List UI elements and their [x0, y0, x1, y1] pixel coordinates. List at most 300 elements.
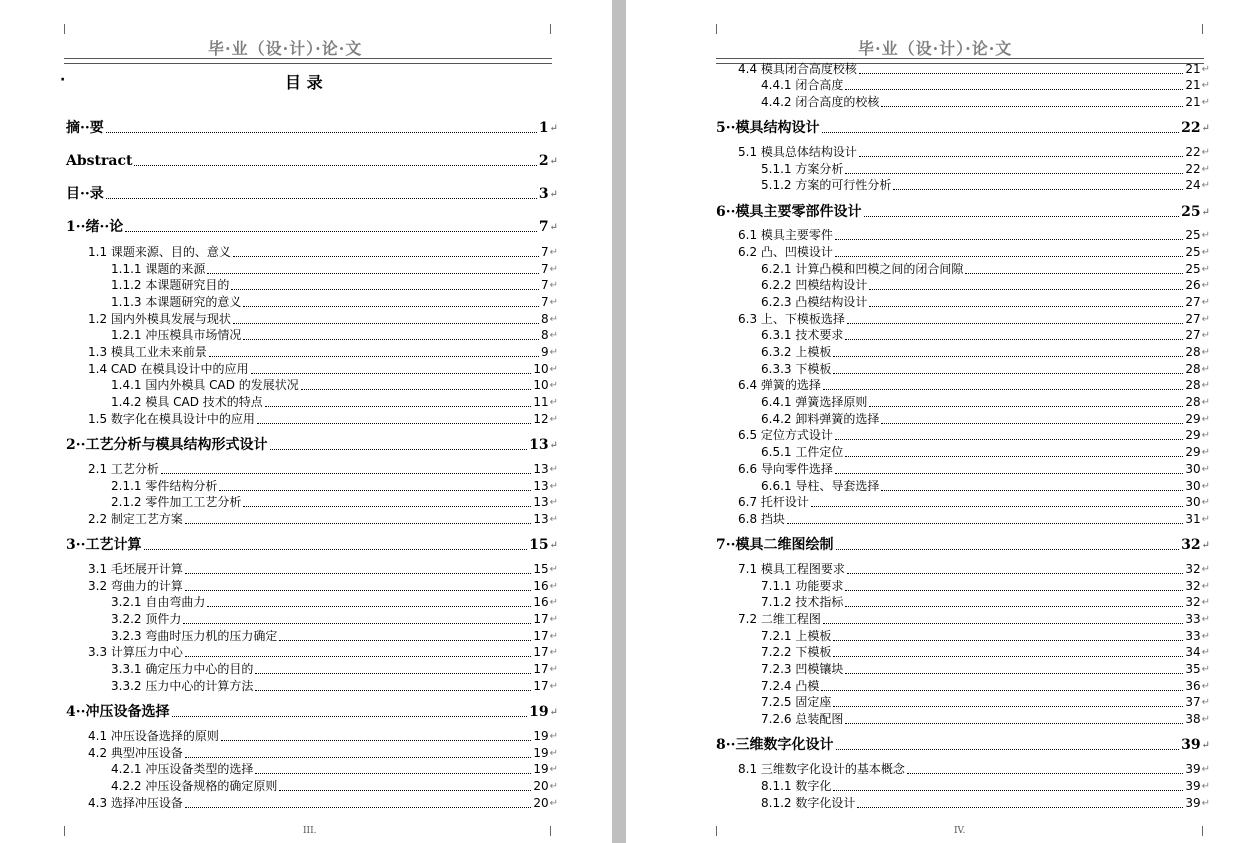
paragraph-return-icon: ↵: [1201, 247, 1210, 258]
toc-page-number: 29: [1185, 445, 1201, 459]
crop-mark: [64, 24, 65, 34]
toc-entry[interactable]: [66, 154, 558, 169]
toc-entry[interactable]: [66, 245, 558, 260]
dot-leader: [233, 322, 539, 324]
toc-entry[interactable]: [716, 612, 1210, 627]
page-number-footer: III.: [303, 826, 317, 836]
toc-entry[interactable]: [66, 538, 558, 553]
dot-leader: [207, 272, 539, 274]
toc-entry[interactable]: [716, 412, 1210, 427]
toc-entry-label: 8.1.1 数字化: [761, 779, 832, 793]
dot-leader: [864, 215, 1180, 217]
toc-entry[interactable]: [716, 245, 1210, 260]
toc-page-number: 8: [540, 312, 549, 326]
dot-leader: [881, 422, 1183, 424]
toc-page-number: 11: [533, 395, 549, 409]
paragraph-return-icon: ↵: [549, 347, 558, 358]
toc-page-number: 7: [540, 262, 549, 276]
toc-entry[interactable]: [716, 762, 1210, 777]
toc-entry-label: 7.1.2 技术指标: [761, 595, 844, 609]
toc-entry[interactable]: [716, 121, 1210, 136]
toc-page-number: 20: [533, 779, 549, 793]
toc-page-number: 7: [540, 245, 549, 259]
toc-entry-label: 6.4.2 卸料弹簧的选择: [761, 412, 880, 426]
toc-entry-label: 8.1.2 数字化设计: [761, 796, 856, 810]
dot-leader: [835, 255, 1183, 257]
toc-page-number: 17: [533, 629, 549, 643]
toc-entry[interactable]: [66, 495, 558, 510]
crop-mark: [1202, 826, 1203, 836]
toc-page-number: 28: [1185, 395, 1201, 409]
toc-entry[interactable]: [716, 662, 1210, 677]
toc-page-number: 30: [1185, 479, 1201, 493]
toc-entry[interactable]: [66, 662, 558, 677]
toc-entry[interactable]: [66, 378, 558, 393]
toc-page-number: 34: [1185, 645, 1201, 659]
dot-leader: [881, 105, 1183, 107]
toc-entry[interactable]: [66, 629, 558, 644]
dot-leader: [847, 322, 1183, 324]
paragraph-return-icon: ↵: [1201, 697, 1210, 708]
toc-page-number: 22: [1181, 120, 1201, 136]
toc-entry[interactable]: [716, 712, 1210, 727]
dot-leader: [270, 448, 528, 450]
toc-entry-label: 6.3.1 技术要求: [761, 328, 844, 342]
toc-entry[interactable]: [716, 162, 1210, 177]
toc-entry[interactable]: [716, 378, 1210, 393]
dot-leader: [835, 238, 1183, 240]
paragraph-return-icon: ↵: [1201, 597, 1210, 608]
dot-leader: [833, 655, 1183, 657]
toc-page-number: 19: [533, 746, 549, 760]
toc-entry-label: 3··工艺计算: [66, 537, 142, 553]
toc-entry[interactable]: [66, 612, 558, 627]
toc-entry[interactable]: [66, 595, 558, 610]
toc-entry[interactable]: [66, 479, 558, 494]
toc-entry-label: 1.1.1 课题的来源: [111, 262, 206, 276]
toc-entry-label: 4.1 冲压设备选择的原则: [88, 729, 219, 743]
toc-entry[interactable]: [66, 295, 558, 310]
toc-page-number: 8: [540, 328, 549, 342]
dot-leader: [243, 338, 539, 340]
dot-leader: [845, 172, 1183, 174]
toc-entry[interactable]: [716, 78, 1210, 93]
crop-mark: [716, 826, 717, 836]
paragraph-return-icon: ↵: [549, 647, 558, 658]
paragraph-return-icon: ↵: [1201, 264, 1210, 275]
toc-entry[interactable]: [716, 595, 1210, 610]
toc-entry[interactable]: [66, 579, 558, 594]
toc-entry-label: 7.2.6 总装配图: [761, 712, 844, 726]
toc-entry-label: 1.1.3 本课题研究的意义: [111, 295, 242, 309]
toc-page-number: 27: [1185, 328, 1201, 342]
toc-page-number: 25: [1185, 228, 1201, 242]
toc-page-number: 2: [538, 153, 549, 169]
paragraph-return-icon: ↵: [549, 631, 558, 642]
toc-page-number: 32: [1185, 562, 1201, 576]
toc-page-number: 13: [533, 512, 549, 526]
dot-leader: [857, 806, 1183, 808]
header-rule: [64, 58, 552, 64]
toc-entry[interactable]: [716, 145, 1210, 160]
toc-entry[interactable]: [716, 462, 1210, 477]
toc-entry[interactable]: [716, 579, 1210, 594]
toc-entry-label: 7.2.1 上模板: [761, 629, 832, 643]
dot-leader: [836, 548, 1180, 550]
toc-entry[interactable]: [66, 412, 558, 427]
toc-page-number: 13: [533, 479, 549, 493]
dot-leader: [833, 705, 1183, 707]
toc-entry-label: 7.1.1 功能要求: [761, 579, 844, 593]
toc-entry[interactable]: [716, 362, 1210, 377]
paragraph-return-icon: ↵: [549, 781, 558, 792]
toc-entry[interactable]: [66, 705, 558, 720]
toc-page-number: 28: [1185, 378, 1201, 392]
paragraph-return-icon: ↵: [1201, 80, 1210, 91]
dot-leader: [243, 305, 539, 307]
toc-entry-label: 6.4 弹簧的选择: [738, 378, 821, 392]
paragraph-return-icon: ↵: [549, 314, 558, 325]
toc-entry[interactable]: [66, 312, 558, 327]
toc-entry[interactable]: [716, 295, 1210, 310]
toc-entry-label: 3.2.1 自由弯曲力: [111, 595, 206, 609]
dot-leader: [185, 522, 531, 524]
dot-leader: [823, 622, 1183, 624]
paragraph-return-icon: ↵: [1201, 514, 1210, 525]
dot-leader: [833, 372, 1183, 374]
crop-mark: [1202, 24, 1203, 34]
toc-entry[interactable]: [716, 629, 1210, 644]
toc-entry-label: 1.4 CAD 在模具设计中的应用: [88, 362, 249, 376]
paragraph-return-icon: ↵: [549, 748, 558, 759]
paragraph-return-icon: ↵: [1201, 230, 1210, 241]
paragraph-return-icon: ↵: [549, 497, 558, 508]
toc-entry[interactable]: [66, 796, 558, 811]
paragraph-return-icon: ↵: [549, 264, 558, 275]
toc-page-number: 39: [1185, 779, 1201, 793]
paragraph-return-icon: ↵: [1201, 447, 1210, 458]
paragraph-return-icon: ↵: [549, 540, 558, 551]
toc-entry[interactable]: [716, 205, 1210, 220]
paragraph-return-icon: ↵: [549, 597, 558, 608]
paragraph-return-icon: ↵: [1201, 380, 1210, 391]
paragraph-return-icon: ↵: [549, 564, 558, 575]
toc-entry-label: 6.6 导向零件选择: [738, 462, 833, 476]
toc-page-number: 30: [1185, 495, 1201, 509]
toc-page-number: 36: [1185, 679, 1201, 693]
toc-page-number: 15: [529, 537, 549, 553]
dot-leader: [845, 455, 1183, 457]
toc-entry-label: 4.4.1 闭合高度: [761, 78, 844, 92]
toc-entry[interactable]: [716, 445, 1210, 460]
toc-page-number: 21: [1185, 62, 1201, 76]
paragraph-return-icon: ↵: [1201, 631, 1210, 642]
toc-entry-label: 3.1 毛坯展开计算: [88, 562, 183, 576]
toc-page-number: 15: [533, 562, 549, 576]
toc-entry[interactable]: [66, 187, 558, 202]
dot-leader: [965, 272, 1183, 274]
toc-page-number: 19: [533, 729, 549, 743]
paragraph-return-icon: ↵: [1201, 123, 1210, 134]
toc-entry-label: 5··模具结构设计: [716, 120, 820, 136]
toc-page-number: 7: [538, 219, 549, 235]
paragraph-return-icon: ↵: [549, 681, 558, 692]
toc-entry[interactable]: [716, 796, 1210, 811]
toc-entry-label: 4.4.2 闭合高度的校核: [761, 95, 880, 109]
toc-entry-label: 目··录: [66, 186, 104, 202]
toc-page-number: 17: [533, 662, 549, 676]
paragraph-return-icon: ↵: [1201, 764, 1210, 775]
toc-entry[interactable]: [716, 178, 1210, 193]
toc-entry-label: 5.1.2 方案的可行性分析: [761, 178, 892, 192]
document-page-right: [626, 0, 1238, 843]
toc-entry[interactable]: [716, 645, 1210, 660]
dot-leader: [869, 288, 1183, 290]
toc-entry-label: 2.1.2 零件加工工艺分析: [111, 495, 242, 509]
toc-entry-label: 4.2.2 冲压设备规格的确定原则: [111, 779, 278, 793]
toc-entry[interactable]: [66, 328, 558, 343]
toc-page-number: 27: [1185, 295, 1201, 309]
toc-entry-label: Abstract: [66, 153, 133, 169]
toc-entry-label: 6.4.1 弹簧选择原则: [761, 395, 868, 409]
toc-page-number: 28: [1185, 345, 1201, 359]
toc-entry-label: 6.2.3 凸模结构设计: [761, 295, 868, 309]
toc-page-number: 25: [1185, 245, 1201, 259]
toc-entry-label: 2.2 制定工艺方案: [88, 512, 183, 526]
toc-entry[interactable]: [716, 345, 1210, 360]
toc-entry[interactable]: [66, 729, 558, 744]
toc-page-number: 17: [533, 679, 549, 693]
toc-entry[interactable]: [716, 538, 1210, 553]
toc-entry[interactable]: [66, 462, 558, 477]
dot-leader: [279, 639, 531, 641]
paragraph-return-icon: ↵: [1201, 781, 1210, 792]
dot-leader: [185, 806, 531, 808]
paragraph-return-icon: ↵: [1201, 464, 1210, 475]
toc-page-number: 13: [533, 462, 549, 476]
toc-entry[interactable]: [716, 262, 1210, 277]
toc-page-number: 16: [533, 595, 549, 609]
toc-entry-label: 7··模具二维图绘制: [716, 537, 834, 553]
dot-leader: [231, 288, 539, 290]
toc-page-number: 20: [533, 796, 549, 810]
toc-page-number: 10: [533, 362, 549, 376]
paragraph-return-icon: ↵: [549, 581, 558, 592]
toc-entry-label: 2.1.1 零件结构分析: [111, 479, 218, 493]
toc-entry-label: 6.2 凸、凹模设计: [738, 245, 833, 259]
paragraph-return-icon: ↵: [549, 247, 558, 258]
dot-leader: [845, 88, 1183, 90]
dot-leader: [835, 438, 1183, 440]
paragraph-return-icon: ↵: [1201, 97, 1210, 108]
toc-entry[interactable]: [716, 428, 1210, 443]
paragraph-return-icon: ↵: [1201, 180, 1210, 191]
toc-entry-label: 7.2.5 固定座: [761, 695, 832, 709]
paragraph-return-icon: ↵: [549, 397, 558, 408]
toc-entry[interactable]: [716, 62, 1210, 77]
toc-entry[interactable]: [716, 312, 1210, 327]
toc-entry-label: 4.4 模具闭合高度校核: [738, 62, 857, 76]
toc-entry[interactable]: [66, 645, 558, 660]
toc-entry-label: 6.3.3 下模板: [761, 362, 832, 376]
toc-entry[interactable]: [66, 679, 558, 694]
paragraph-return-icon: ↵: [1201, 798, 1210, 809]
dot-leader: [787, 522, 1183, 524]
dot-leader: [255, 672, 531, 674]
paragraph-return-icon: ↵: [1201, 314, 1210, 325]
toc-entry[interactable]: [716, 562, 1210, 577]
toc-page-number: 7: [540, 278, 549, 292]
toc-entry[interactable]: [66, 278, 558, 293]
dot-leader: [219, 489, 531, 491]
paragraph-return-icon: ↵: [1201, 414, 1210, 425]
toc-page-number: 3: [538, 186, 549, 202]
toc-entry-label: 1··绪··论: [66, 219, 124, 235]
crop-mark: [550, 826, 551, 836]
dot-leader: [185, 756, 531, 758]
dot-leader: [893, 188, 1183, 190]
toc-heading: 目 录: [285, 73, 323, 92]
toc-entry[interactable]: [66, 345, 558, 360]
toc-entry-label: 4.3 选择冲压设备: [88, 796, 183, 810]
toc-page-number: 13: [529, 437, 549, 453]
dot-leader: [859, 155, 1183, 157]
crop-mark: [716, 24, 717, 34]
toc-entry-label: 1.2 国内外模具发展与现状: [88, 312, 231, 326]
toc-entry-label: 4.2.1 冲压设备类型的选择: [111, 762, 254, 776]
toc-entry[interactable]: [716, 695, 1210, 710]
toc-entry-label: 1.4.1 国内外模具 CAD 的发展状况: [111, 378, 299, 392]
paragraph-mark: ·: [60, 72, 66, 88]
toc-entry[interactable]: [716, 738, 1210, 753]
toc-page-number: 16: [533, 579, 549, 593]
toc-entry-label: 1.3 模具工业未来前景: [88, 345, 207, 359]
paragraph-return-icon: ↵: [1201, 481, 1210, 492]
toc-page-number: 25: [1185, 262, 1201, 276]
toc-page-number: 29: [1185, 412, 1201, 426]
paragraph-return-icon: ↵: [1201, 430, 1210, 441]
page-number-footer: IV.: [954, 826, 966, 836]
paragraph-return-icon: ↵: [549, 664, 558, 675]
toc-entry[interactable]: [716, 479, 1210, 494]
dot-leader: [881, 489, 1183, 491]
toc-entry-label: 6.1 模具主要零件: [738, 228, 833, 242]
dot-leader: [183, 622, 531, 624]
toc-entry-label: 5.1 模具总体结构设计: [738, 145, 857, 159]
toc-entry[interactable]: [66, 779, 558, 794]
dot-leader: [859, 72, 1183, 74]
dot-leader: [823, 388, 1183, 390]
toc-entry-label: 6.5 定位方式设计: [738, 428, 833, 442]
dot-leader: [821, 689, 1183, 691]
toc-page-number: 31: [1185, 512, 1201, 526]
toc-page-number: 9: [540, 345, 549, 359]
paragraph-return-icon: ↵: [1201, 647, 1210, 658]
dot-leader: [845, 589, 1183, 591]
toc-entry-label: 3.2 弯曲力的计算: [88, 579, 183, 593]
dot-leader: [255, 689, 531, 691]
toc-entry-label: 6.3.2 上模板: [761, 345, 832, 359]
paragraph-return-icon: ↵: [1201, 614, 1210, 625]
toc-entry[interactable]: [716, 512, 1210, 527]
dot-leader: [233, 255, 539, 257]
toc-entry[interactable]: [716, 779, 1210, 794]
dot-leader: [251, 372, 532, 374]
toc-entry-label: 6··模具主要零部件设计: [716, 204, 862, 220]
toc-entry[interactable]: [66, 438, 558, 453]
toc-page-number: 17: [533, 612, 549, 626]
toc-page-number: 17: [533, 645, 549, 659]
crop-mark: [64, 826, 65, 836]
toc-entry[interactable]: [66, 762, 558, 777]
toc-entry[interactable]: [66, 362, 558, 377]
toc-entry[interactable]: [66, 746, 558, 761]
paragraph-return-icon: ↵: [1201, 740, 1210, 751]
paragraph-return-icon: ↵: [1201, 497, 1210, 508]
toc-page-number: 32: [1185, 595, 1201, 609]
toc-entry[interactable]: [716, 228, 1210, 243]
toc-page-number: 30: [1185, 462, 1201, 476]
toc-entry-label: 6.2.1 计算凸模和凹模之间的闭合间隙: [761, 262, 964, 276]
toc-entry-label: 7.2.2 下模板: [761, 645, 832, 659]
toc-entry[interactable]: [716, 679, 1210, 694]
toc-page-number: 33: [1185, 629, 1201, 643]
toc-entry[interactable]: [716, 395, 1210, 410]
dot-leader: [207, 605, 531, 607]
toc-entry-label: 1.5 数字化在模具设计中的应用: [88, 412, 255, 426]
toc-entry-label: 7.1 模具工程图要求: [738, 562, 845, 576]
toc-entry-label: 6.5.1 工件定位: [761, 445, 844, 459]
paragraph-return-icon: ↵: [549, 380, 558, 391]
dot-leader: [209, 355, 539, 357]
dot-leader: [847, 572, 1183, 574]
paragraph-return-icon: ↵: [1201, 714, 1210, 725]
toc-entry-label: 1.4.2 模具 CAD 技术的特点: [111, 395, 263, 409]
dot-leader: [243, 505, 531, 507]
toc-page-number: 26: [1185, 278, 1201, 292]
toc-entry[interactable]: [716, 328, 1210, 343]
toc-entry[interactable]: [66, 395, 558, 410]
dot-leader: [822, 131, 1180, 133]
toc-page-number: 32: [1185, 579, 1201, 593]
paragraph-return-icon: ↵: [1201, 540, 1210, 551]
paragraph-return-icon: ↵: [549, 414, 558, 425]
dot-leader: [869, 405, 1183, 407]
toc-entry-label: 2.1 工艺分析: [88, 462, 159, 476]
toc-entry-label: 6.7 托杆设计: [738, 495, 809, 509]
toc-entry[interactable]: [716, 95, 1210, 110]
paragraph-return-icon: ↵: [1201, 207, 1210, 218]
toc-entry[interactable]: [66, 220, 558, 235]
toc-entry-label: 4··冲压设备选择: [66, 704, 170, 720]
paragraph-return-icon: ↵: [1201, 64, 1210, 75]
toc-entry-label: 6.8 挡块: [738, 512, 785, 526]
toc-entry[interactable]: [716, 495, 1210, 510]
paragraph-return-icon: ↵: [549, 798, 558, 809]
toc-entry[interactable]: [716, 278, 1210, 293]
dot-leader: [845, 605, 1183, 607]
paragraph-return-icon: ↵: [549, 189, 558, 200]
toc-page-number: 38: [1185, 712, 1201, 726]
toc-entry-label: 2··工艺分析与模具结构形式设计: [66, 437, 268, 453]
toc-entry[interactable]: [66, 562, 558, 577]
toc-entry-label: 1.2.1 冲压模具市场情况: [111, 328, 242, 342]
dot-leader: [265, 405, 532, 407]
paragraph-return-icon: ↵: [1201, 581, 1210, 592]
toc-entry[interactable]: [66, 262, 558, 277]
toc-entry[interactable]: [66, 121, 558, 136]
toc-entry[interactable]: [66, 512, 558, 527]
